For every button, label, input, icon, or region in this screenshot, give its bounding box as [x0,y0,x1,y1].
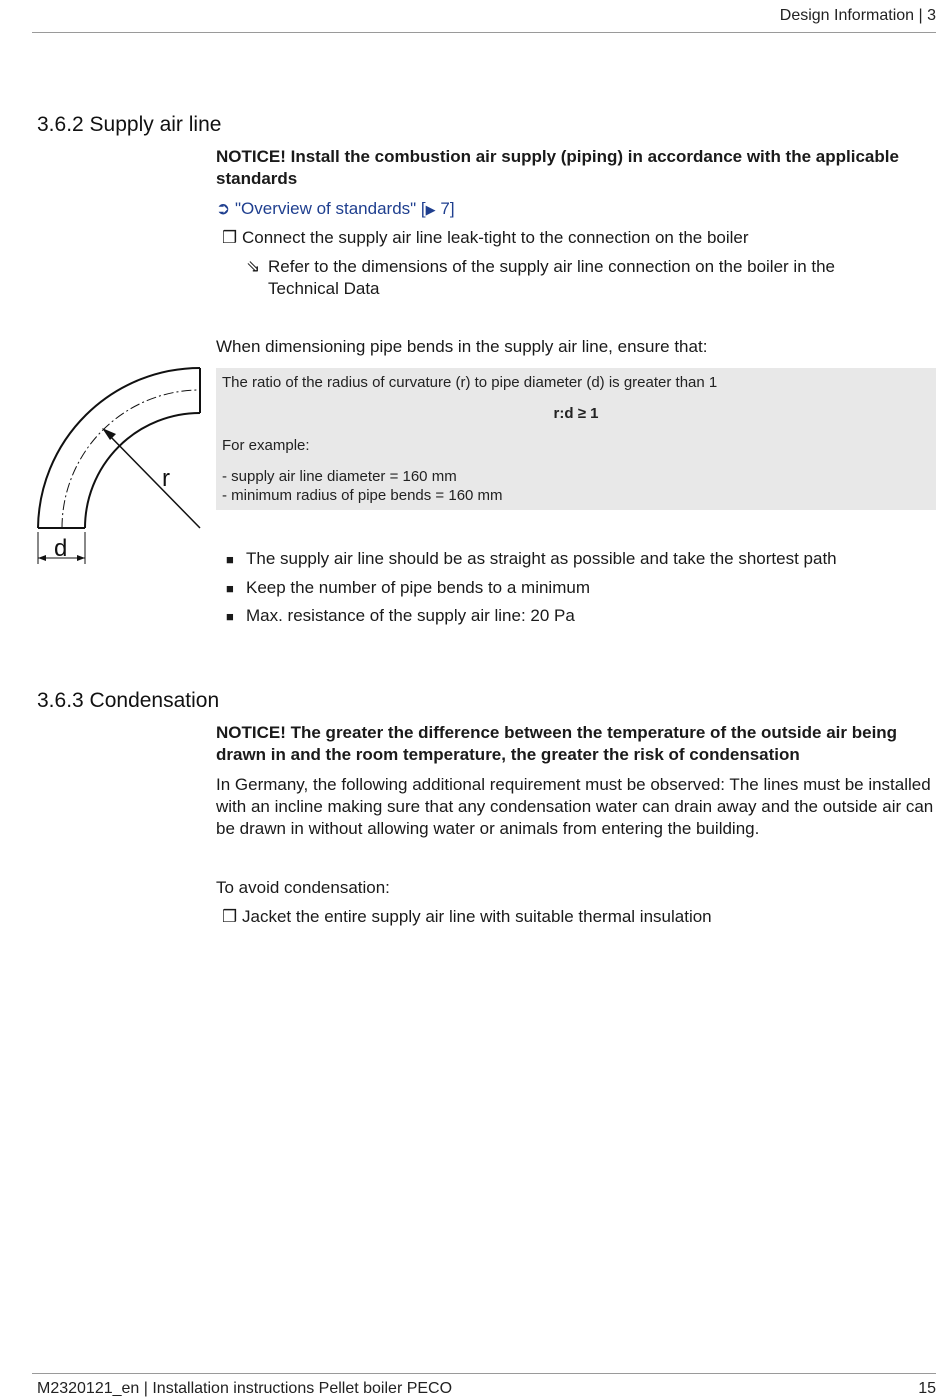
bullet-text: The supply air line should be as straight as possible and take the shortest path [246,549,837,568]
ratio-info-box [216,368,936,510]
avoid-condensation-intro: To avoid condensation: [216,878,390,897]
ratio-formula: r:d ≥ 1 [553,405,599,422]
radius-line [106,432,200,528]
task-step-text: Jacket the entire supply air line with suitable thermal insulation [242,907,712,926]
task-step-connect [222,227,940,249]
notice-standards: NOTICE! Install the combustion air supply (piping) in accordance with the applicable standards [216,147,899,188]
germany-requirement: In Germany, the following additional requirement must be observed: The lines must be installed with an incline making sure that any condensation water can drain away and the outside air can be drawn in without allowing water or animals from entering the building. [216,775,934,838]
notice-condensation: NOTICE! The greater the difference between the temperature of the outside air being drawn in and the room temperature, the greater the risk of condensation [216,723,898,764]
radius-label: r [162,465,170,492]
result-arrow-icon: ⇘ [246,257,261,276]
task-step-insulation [222,906,940,928]
cross-reference[interactable] [216,198,934,221]
cross-reference-link[interactable]: "Overview of standards" [ [234,199,426,218]
header-rule [32,32,936,33]
bullet-square-icon: ■ [226,609,234,624]
cross-reference-page: 7] [435,199,455,218]
task-result [246,256,908,300]
dimension-arrow-left [38,555,46,561]
page-number: 15 [918,1380,936,1397]
triangle-right-icon: ▶ [425,202,436,217]
list-item [216,605,936,634]
ratio-description: The ratio of the radius of curvature (r) to pipe diameter (d) is greater than 1 [222,374,718,391]
bullet-square-icon: ■ [226,552,234,567]
task-step-text: Connect the supply air line leak-tight to the connection on the boiler [242,228,749,247]
dimension-arrow-right [77,555,85,561]
running-header: Design Information | 3 [779,7,936,24]
arrow-right-icon: ➲ [216,199,231,218]
task-result-text: Refer to the dimensions of the supply air line connection on the boiler in the Technical Data [268,257,836,298]
checkbox-icon: ❒ [222,907,238,926]
diameter-label: d [54,535,68,562]
dimensioning-intro: When dimensioning pipe bends in the supply air line, ensure that: [216,337,708,356]
bullet-text: Keep the number of pipe bends to a minimum [246,577,590,597]
supply-air-bullets [216,548,936,634]
example-diameter: - supply air line diameter = 160 mm [222,468,457,485]
bullet-square-icon: ■ [226,580,234,596]
example-label: For example: [222,437,310,454]
footer-document-id: M2320121_en | Installation instructions Pellet boiler PECO [37,1380,453,1397]
example-radius: - minimum radius of pipe bends = 160 mm [222,487,503,504]
checkbox-icon: ❒ [222,228,238,247]
pipe-bend-diagram [30,360,210,570]
list-item [216,548,936,577]
footer-rule [32,1373,936,1374]
section-heading-supply-air-line: 3.6.2 Supply air line [37,113,222,136]
list-item [216,577,936,606]
bullet-text: Max. resistance of the supply air line: 20 Pa [246,606,575,625]
radius-arrowhead [102,428,116,440]
section-heading-condensation: 3.6.3 Condensation [37,689,220,712]
